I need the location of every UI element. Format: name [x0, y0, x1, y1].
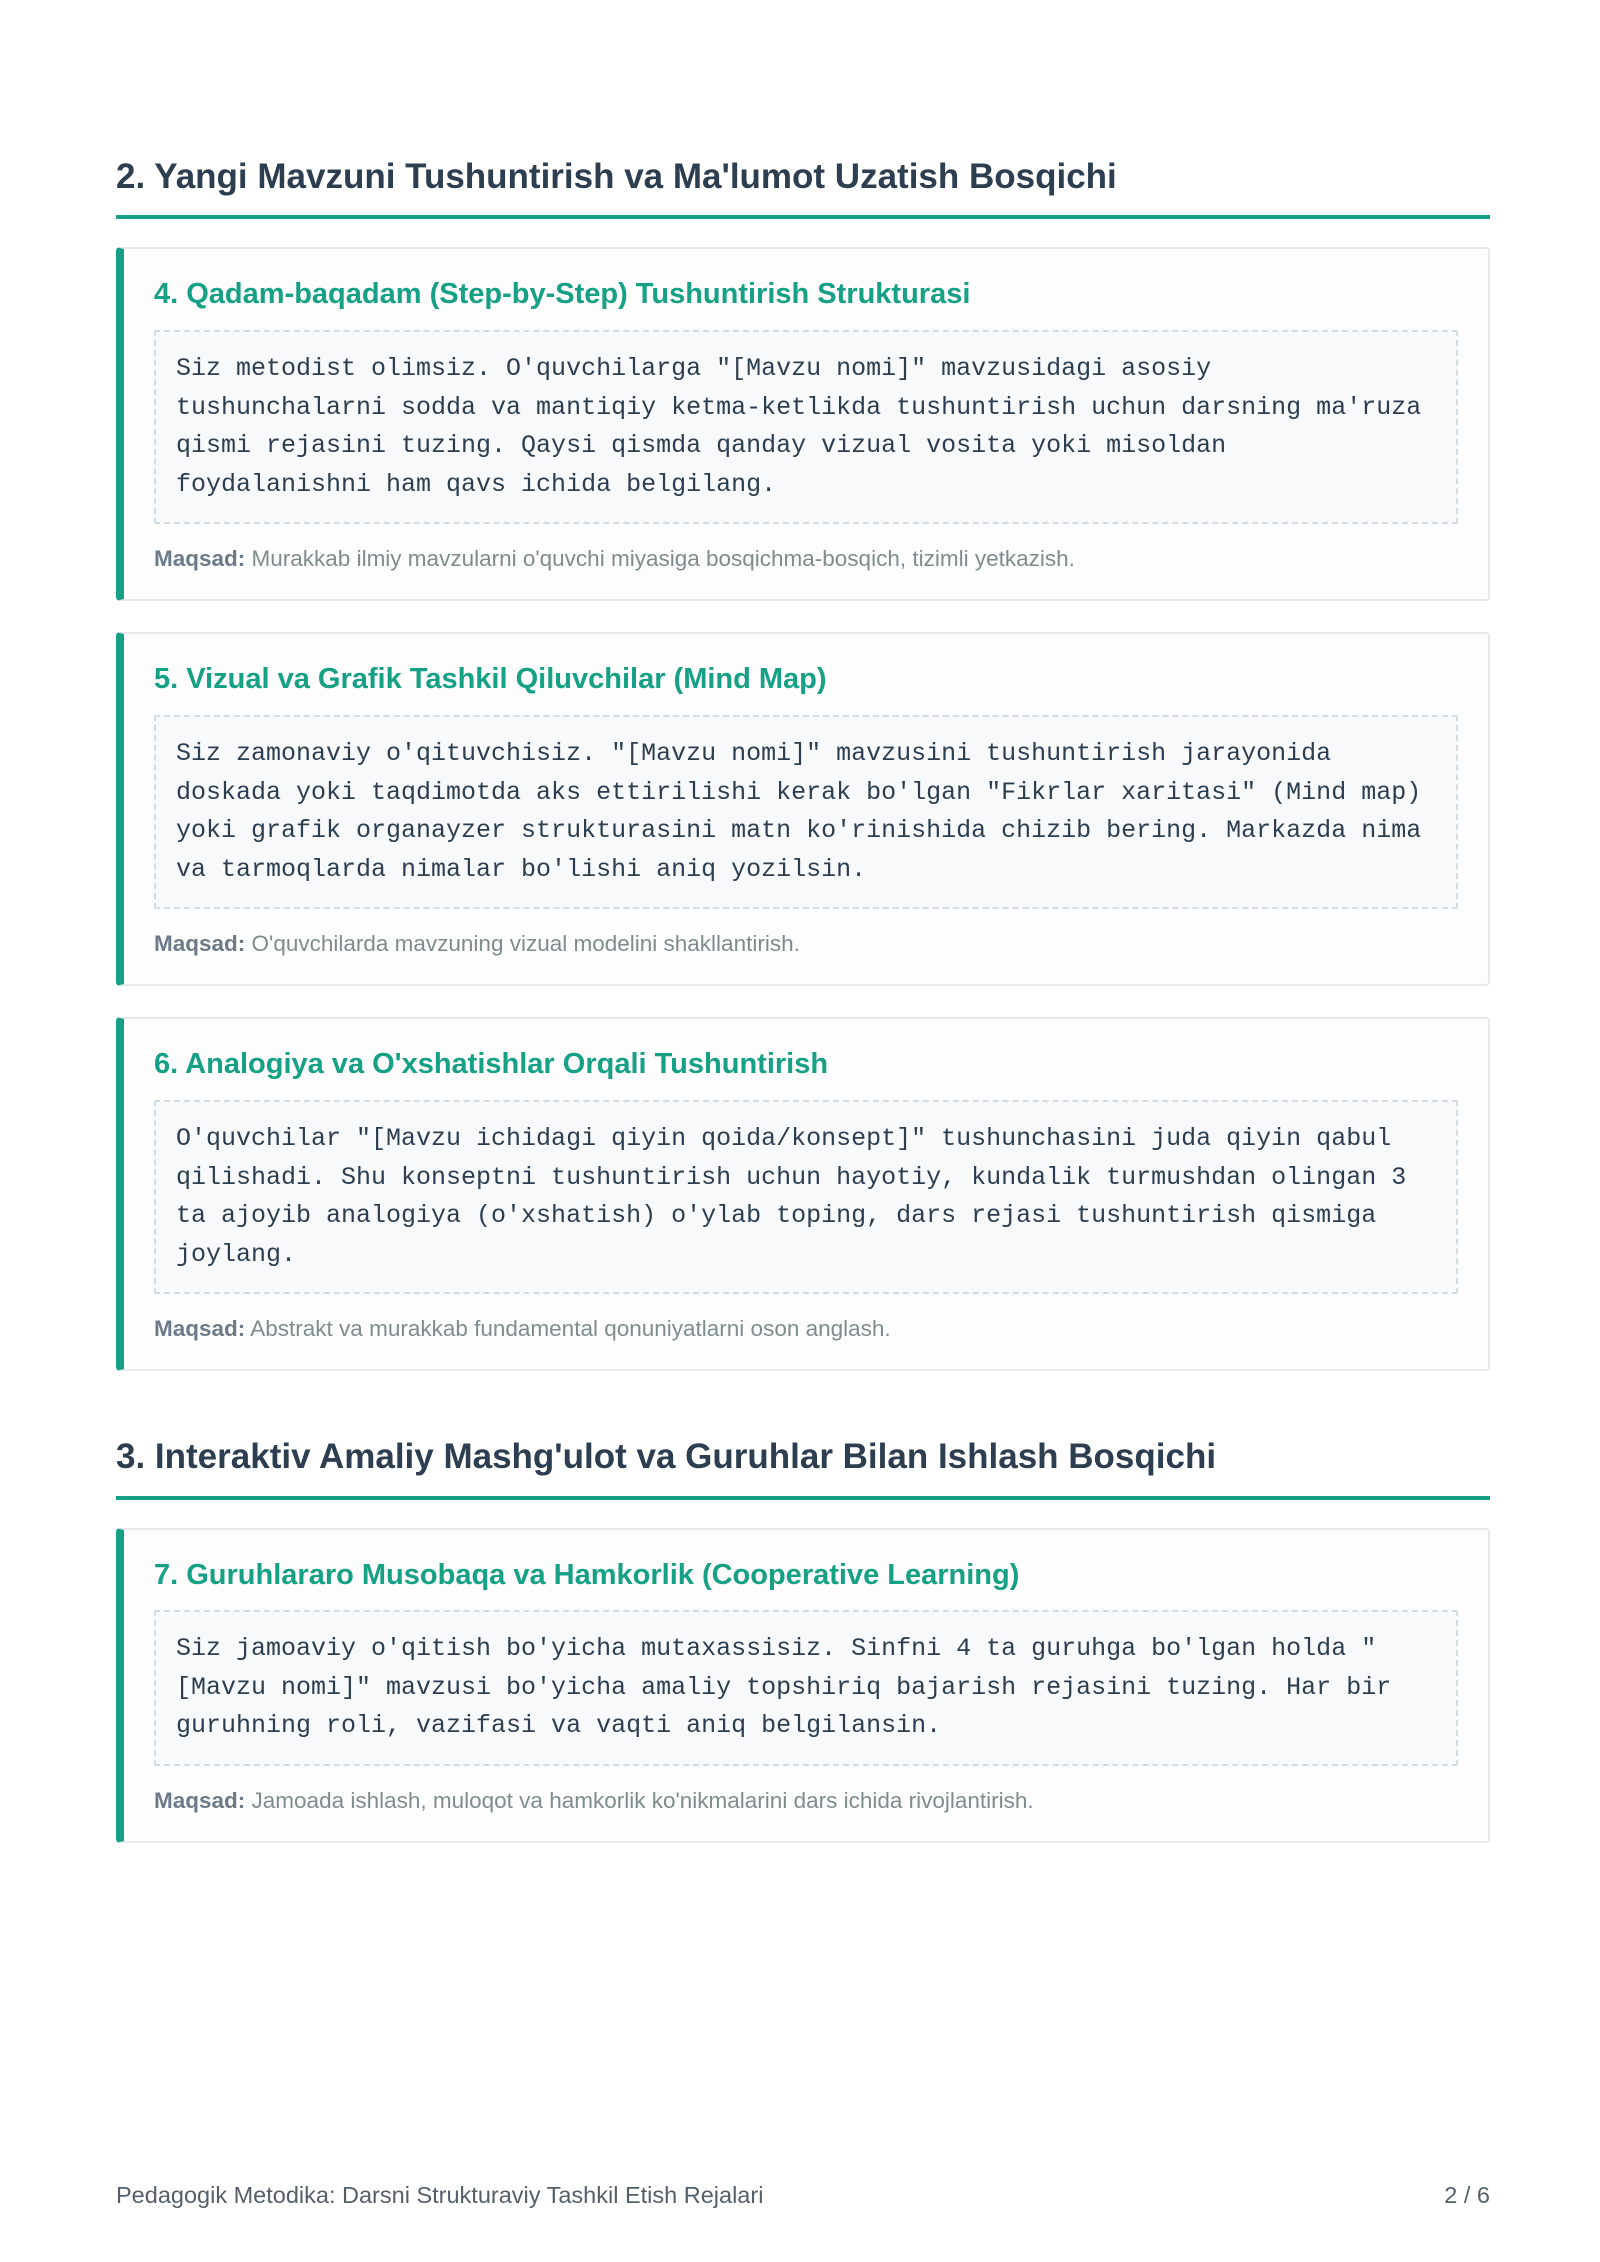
section-heading: 2. Yangi Mavzuni Tushuntirish va Ma'lumot Uzatish Bosqichi — [116, 157, 1490, 219]
goal-line — [154, 1314, 1458, 1343]
goal-label: Maqsad: — [154, 546, 246, 572]
card-title: 6. Analogiya va O'xshatishlar Orqali Tushuntirish — [154, 1048, 829, 1081]
prompt-card — [116, 1528, 1490, 1844]
footer-document-title: Pedagogik Metodika: Darsni Strukturaviy Tashkil Etish Rejalari — [116, 2182, 764, 2208]
goal-line — [154, 929, 1458, 958]
prompt-text-box[interactable]: Siz zamonaviy o'qituvchisiz. "[Mavzu nomi]" mavzusini tushuntirish jarayonida doskada yoki taqdimotda aks ettirilishi kerak bo'lgan "Fikrlar xaritasi" (Mind map) yoki grafik organayzer strukturasini matn ko'rinishida chizib bering. Markazda nima va tarmoqlarda nimalar bo'lishi aniq yozilsin. — [154, 715, 1458, 909]
goal-label: Maqsad: — [154, 931, 246, 957]
page-number: 2 / 6 — [1444, 2182, 1490, 2208]
section-heading: 3. Interaktiv Amaliy Mashg'ulot va Guruhlar Bilan Ishlash Bosqichi — [116, 1437, 1490, 1499]
goal-text: O'quvchilarda mavzuning vizual modelini shakllantirish. — [251, 931, 800, 957]
card-title: 4. Qadam-baqadam (Step-by-Step) Tushuntirish Strukturasi — [154, 278, 971, 311]
goal-text: Jamoada ishlash, muloqot va hamkorlik ko'nikmalarini dars ichida rivojlantirish. — [251, 1787, 1034, 1813]
prompt-text-box[interactable]: Siz metodist olimsiz. O'quvchilarga "[Mavzu nomi]" mavzusidagi asosiy tushunchalarni sodda va mantiqiy ketma-ketlikda tushuntirish uchun darsning ma'ruza qismi rejasini tuzing. Qaysi qismda qanday vizual vosita yoki misoldan foydalanishni ham qavs ichida belgilang. — [154, 330, 1458, 524]
prompt-card — [116, 247, 1490, 601]
document-content — [116, 0, 1490, 1843]
page-footer — [116, 2182, 1490, 2209]
goal-text: Murakkab ilmiy mavzularni o'quvchi miyasiga bosqichma-bosqich, tizimli yetkazish. — [251, 546, 1075, 572]
goal-label: Maqsad: — [154, 1787, 246, 1813]
prompt-card — [116, 632, 1490, 986]
card-title: 7. Guruhlararo Musobaqa va Hamkorlik (Cooperative Learning) — [154, 1558, 1020, 1591]
prompt-text-box[interactable]: O'quvchilar "[Mavzu ichidagi qiyin qoida/konsept]" tushunchasini juda qiyin qabul qilishadi. Shu konseptni tushuntirish uchun hayotiy, kundalik turmushdan olingan 3 ta ajoyib analogiya (o'xshatish) o'ylab toping, dars rejasi tushuntirish qismiga joylang. — [154, 1100, 1458, 1294]
goal-line — [154, 1786, 1458, 1815]
card-title: 5. Vizual va Grafik Tashkil Qiluvchilar (Mind Map) — [154, 663, 827, 696]
prompt-text-box[interactable]: Siz jamoaviy o'qitish bo'yicha mutaxassisiz. Sinfni 4 ta guruhga bo'lgan holda "[Mavzu nomi]" mavzusi bo'yicha amaliy topshiriq bajarish rejasini tuzing. Har bir guruhning roli, vazifasi va vaqti aniq belgilansin. — [154, 1610, 1458, 1766]
goal-text: Abstrakt va murakkab fundamental qonuniyatlarni oson anglash. — [250, 1316, 891, 1342]
prompt-card — [116, 1017, 1490, 1371]
goal-line — [154, 544, 1458, 573]
goal-label: Maqsad: — [154, 1316, 246, 1342]
